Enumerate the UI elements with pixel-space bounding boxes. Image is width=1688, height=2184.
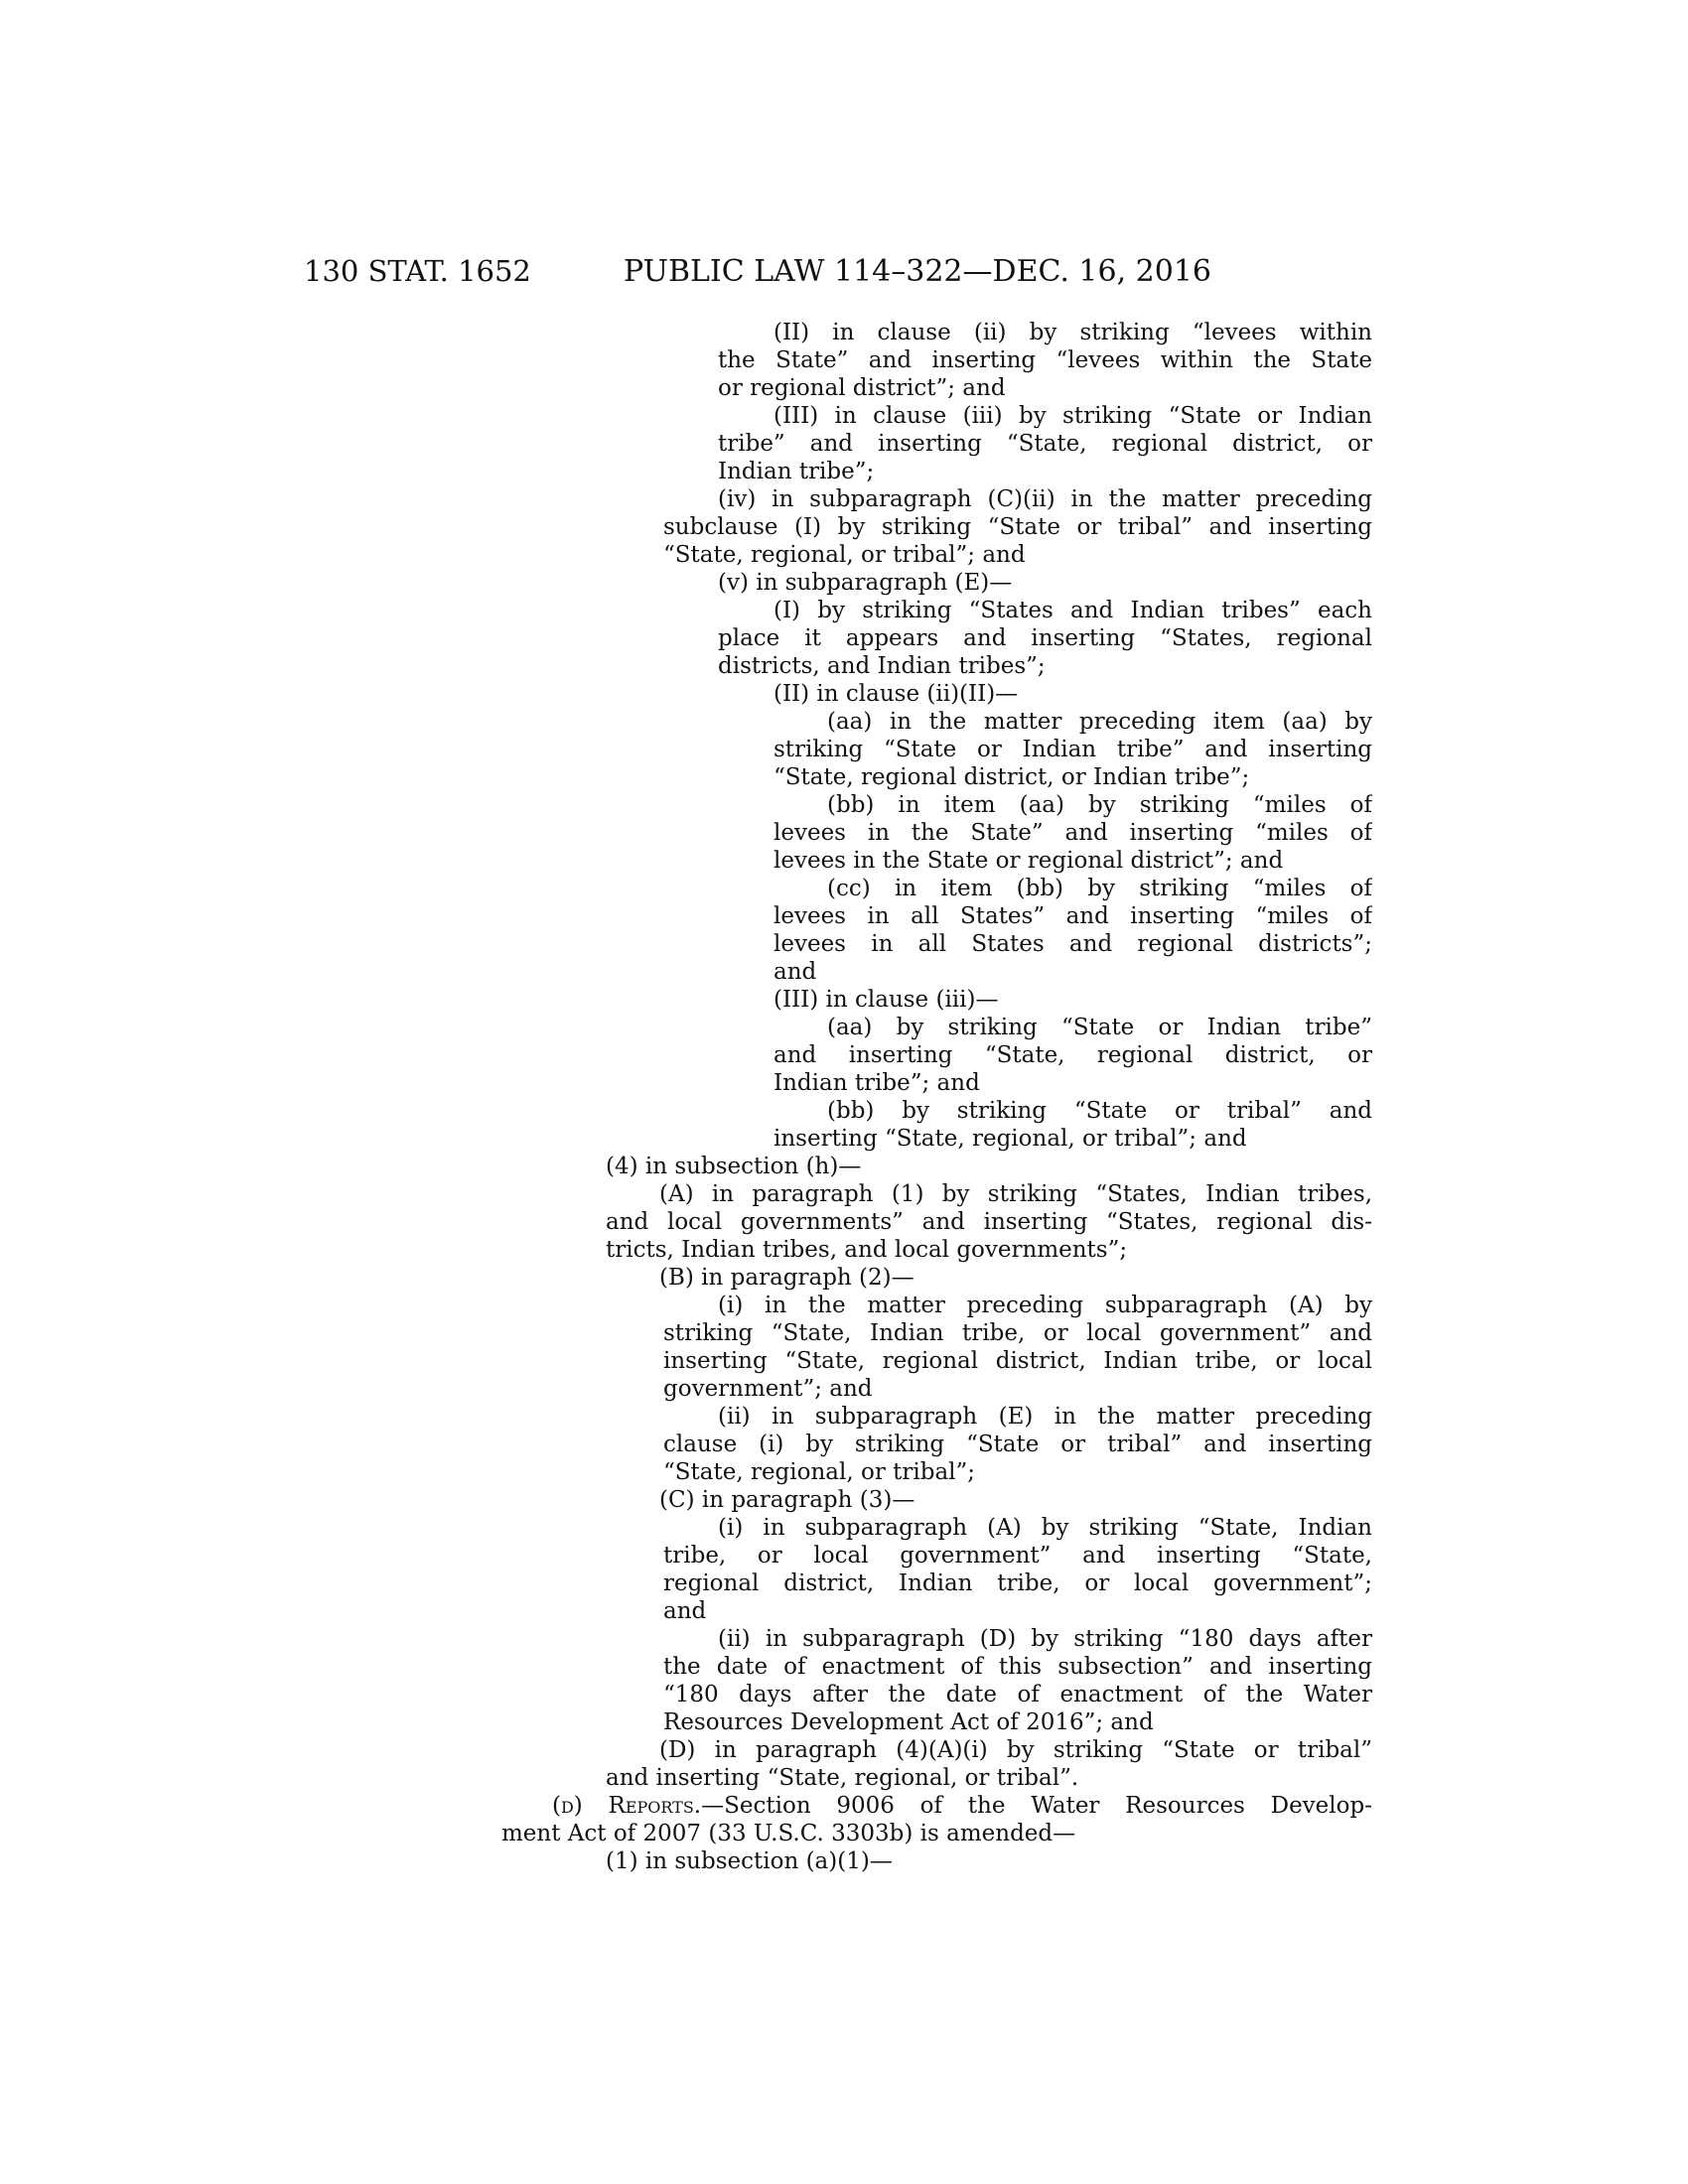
text-line <box>718 485 1372 513</box>
line-text: —Section 9006 of the Water Resources Develop- <box>701 1793 1372 1819</box>
line-text: tribe” and inserting “State, regional district, or <box>718 431 1372 457</box>
line-text: and local governments” and inserting “States, regional dis- <box>606 1209 1372 1235</box>
text-line <box>718 430 1372 458</box>
line-text: Indian tribe”; and <box>774 1070 980 1096</box>
line-text: “180 days after the date of enactment of the Water <box>663 1682 1372 1707</box>
text-line <box>827 1097 1372 1125</box>
line-text: tricts, Indian tribes, and local governments”; <box>606 1237 1128 1263</box>
text-line <box>663 1597 1372 1625</box>
text-line <box>718 1514 1372 1542</box>
line-text: (aa) by striking “State or Indian tribe” <box>827 1015 1372 1040</box>
line-text: place it appears and inserting “States, regional <box>718 625 1372 651</box>
line-text: “State, regional, or tribal”; <box>663 1459 976 1485</box>
text-line <box>663 1375 1372 1403</box>
line-text: (B) in paragraph (2)— <box>659 1265 914 1291</box>
text-line <box>663 1319 1372 1347</box>
line-text: (bb) by striking “State or tribal” and <box>827 1098 1372 1124</box>
text-line <box>827 1014 1372 1041</box>
line-text: (v) in subparagraph (E)— <box>718 570 1013 596</box>
text-line <box>774 763 1372 791</box>
text-line <box>827 708 1372 736</box>
text-line <box>774 1041 1372 1069</box>
line-text: (4) in subsection (h)— <box>606 1154 862 1179</box>
line-text: (III) in clause (iii)— <box>774 987 999 1013</box>
text-line <box>774 680 1372 708</box>
line-text: ment Act of 2007 (33 U.S.C. 3303b) is amended— <box>501 1821 1076 1846</box>
line-text: regional district, Indian tribe, or local government”; <box>663 1570 1372 1596</box>
line-text: (C) in paragraph (3)— <box>659 1487 915 1513</box>
line-text: (1) in subsection (a)(1)— <box>606 1848 893 1874</box>
text-line <box>774 1125 1372 1153</box>
text-line <box>774 819 1372 847</box>
line-text: (ii) in subparagraph (E) in the matter preceding <box>718 1404 1372 1430</box>
line-text: levees in the State or regional district”; and <box>774 848 1284 874</box>
line-text: and inserting “State, regional, or tribal”. <box>606 1765 1079 1791</box>
line-text: and <box>774 959 817 985</box>
text-line <box>663 541 1372 569</box>
line-text: government”; and <box>663 1376 873 1402</box>
text-line <box>552 1792 1372 1820</box>
line-text: inserting “State, regional district, Indian tribe, or local <box>663 1348 1372 1374</box>
line-text: (bb) in item (aa) by striking “miles of <box>827 792 1372 818</box>
section-heading: (d) Reports. <box>552 1793 702 1819</box>
text-line <box>663 1681 1372 1708</box>
text-line <box>718 374 1372 402</box>
text-line <box>718 1403 1372 1431</box>
text-line <box>606 1847 1372 1875</box>
line-text: clause (i) by striking “State or tribal” and inserting <box>663 1432 1372 1457</box>
line-text: inserting “State, regional, or tribal”; and <box>774 1126 1247 1152</box>
text-line <box>774 402 1372 430</box>
text-line <box>718 346 1372 374</box>
line-text: or regional district”; and <box>718 375 1006 401</box>
line-text: (i) in the matter preceding subparagraph (A) by <box>718 1293 1372 1318</box>
text-line <box>718 652 1372 680</box>
line-text: (III) in clause (iii) by striking “State or Indian <box>774 403 1372 429</box>
text-line <box>663 1653 1372 1681</box>
text-line <box>663 1458 1372 1486</box>
text-line <box>718 1292 1372 1319</box>
text-line <box>774 847 1372 875</box>
line-text: levees in all States” and inserting “miles of <box>774 903 1372 929</box>
text-line <box>774 319 1372 346</box>
text-line <box>606 1153 1372 1180</box>
line-text: (aa) in the matter preceding item (aa) by <box>827 709 1372 735</box>
text-line <box>774 958 1372 986</box>
line-text: and <box>663 1598 707 1624</box>
line-text: the State” and inserting “levees within the State <box>718 347 1372 373</box>
text-line <box>659 1486 1372 1514</box>
line-text: and inserting “State, regional district, or <box>774 1042 1372 1068</box>
line-text: (I) by striking “States and Indian tribes” each <box>774 598 1372 623</box>
line-text: (II) in clause (ii) by striking “levees within <box>774 320 1372 345</box>
line-text: (iv) in subparagraph (C)(ii) in the matter preceding <box>718 486 1372 512</box>
line-text: “State, regional district, or Indian tribe”; <box>774 764 1250 790</box>
text-line <box>663 1570 1372 1597</box>
text-line <box>663 1542 1372 1570</box>
line-text: Resources Development Act of 2016”; and <box>663 1709 1154 1735</box>
line-text: (A) in paragraph (1) by striking “States, Indian tribes, <box>659 1181 1372 1207</box>
text-line <box>827 791 1372 819</box>
text-line <box>718 624 1372 652</box>
text-line <box>663 1708 1372 1736</box>
text-line <box>663 513 1372 541</box>
text-line <box>774 986 1372 1014</box>
text-line <box>659 1180 1372 1208</box>
text-line <box>774 736 1372 763</box>
line-text: “State, regional, or tribal”; and <box>663 542 1026 568</box>
line-text: districts, and Indian tribes”; <box>718 653 1046 679</box>
text-line <box>718 1625 1372 1653</box>
line-text: (cc) in item (bb) by striking “miles of <box>827 876 1372 901</box>
text-line <box>659 1736 1372 1764</box>
text-line <box>774 1069 1372 1097</box>
stat-citation: 130 STAT. 1652 <box>304 254 531 288</box>
line-text: Indian tribe”; <box>718 459 875 484</box>
text-line <box>606 1764 1372 1792</box>
text-line <box>606 1208 1372 1236</box>
text-line <box>827 875 1372 902</box>
law-title: PUBLIC LAW 114–322—DEC. 16, 2016 <box>624 254 1212 289</box>
line-text: the date of enactment of this subsection” and inserting <box>663 1654 1372 1680</box>
text-line <box>659 1264 1372 1292</box>
text-line <box>663 1347 1372 1375</box>
line-text: levees in the State” and inserting “miles of <box>774 820 1372 846</box>
line-text: tribe, or local government” and inserting “State, <box>663 1543 1372 1569</box>
line-text: subclause (I) by striking “State or tribal” and inserting <box>663 514 1372 540</box>
text-line <box>606 1236 1372 1264</box>
running-header <box>304 254 1374 294</box>
text-line <box>718 458 1372 485</box>
line-text: levees in all States and regional districts”; <box>774 931 1372 957</box>
text-line <box>774 597 1372 624</box>
line-text: (ii) in subparagraph (D) by striking “180 days after <box>718 1626 1372 1652</box>
text-line <box>718 569 1372 597</box>
line-text: striking “State or Indian tribe” and inserting <box>774 737 1372 762</box>
line-text: (II) in clause (ii)(II)— <box>774 681 1019 707</box>
text-line <box>501 1820 1372 1847</box>
line-text: striking “State, Indian tribe, or local government” and <box>663 1320 1372 1346</box>
line-text: (D) in paragraph (4)(A)(i) by striking “State or tribal” <box>659 1737 1372 1763</box>
text-line <box>774 902 1372 930</box>
text-line <box>774 930 1372 958</box>
line-text: (i) in subparagraph (A) by striking “State, Indian <box>718 1515 1372 1541</box>
text-line <box>663 1431 1372 1458</box>
